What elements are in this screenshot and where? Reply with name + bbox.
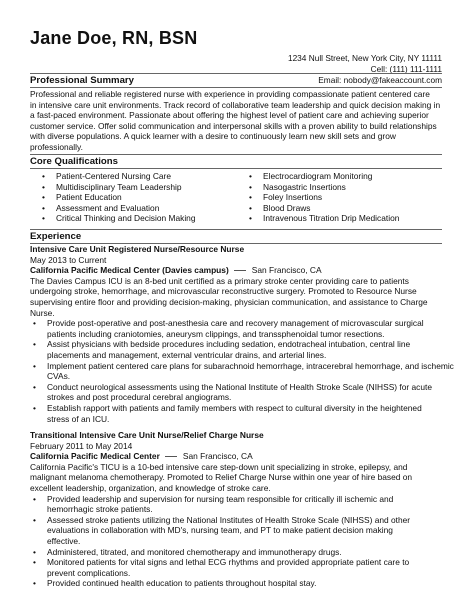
employer-line [30,265,450,276]
cell-line: Cell: (111) 111-1111 [370,64,442,74]
section-divider [30,73,442,74]
job-location: San Francisco, CA [182,451,253,462]
summary-line: professionally. [30,141,83,152]
job-dates: May 2013 to Current [30,254,107,265]
job-bullet-list [30,494,450,589]
job-bullet [30,382,450,403]
bullet-line: effective. [47,535,81,546]
bullet-line: hemorrhagic stroke patients. [47,504,153,515]
bullet-line: • Assessed stroke patients utilizing the National Institutes of Health Stroke Scale (NIHSS) and other [47,514,411,525]
employer-name: California Pacific Medical Center [30,451,160,462]
job-bullet [30,494,450,515]
qualification-item: • Assessment and Evaluation [42,203,196,214]
bullet-line: evaluations in collaboration with MD's, nursing team, and PT to make patient decision making [47,525,393,536]
job-title: Intensive Care Unit Registered Nurse/Resource Nurse [30,244,245,254]
address-line: 1234 Null Street, New York City, NY 11111 [287,53,442,63]
summary-heading: Professional Summary [30,75,134,86]
job-bullet-list [30,318,454,424]
summary-line: customer service. Offer solid communication and interpersonal skills with a proven ability to build relationships [30,120,437,131]
bullet-line: • Provided continued health education to patients throughout hospital stay. [47,578,317,589]
summary-text [30,89,445,153]
qualification-item: • Blood Draws [249,203,399,214]
job-entry [30,430,450,589]
job-bullet [30,360,454,382]
job-dates: February 2011 to May 2014 [30,440,133,451]
bullet-line: • Implement patient centered care plans for subarachnoid hemorrhage, intracerebral hemorrhage, and ischemic [47,360,454,371]
description-line: supervising entire floor and providing decision-making, physician communication, and assistance to Charge [30,296,428,307]
contact-info [288,53,442,86]
bullet-line: patients including craniotomies, aneurysm clippings, and transsphenoidal tumor resections. [47,328,385,339]
bullet-line: • Monitored patients for vital signs and lethal ECG rhythms and provided appropriate patient care to [47,557,410,568]
summary-line: Professional and reliable registered nurse with experience in providing compassionate patient centered care [30,89,430,99]
qualification-item: • Patient-Centered Nursing Care [42,171,196,182]
job-bullet [30,339,450,360]
summary-line: in intensive care unit environments. Track record of collaborative team leadership and quick decision making in [30,99,441,110]
job-description [30,462,450,494]
separator-dash [165,456,177,457]
separator-dash [234,270,246,271]
job-bullet [30,318,450,339]
section-divider [30,154,442,155]
bullet-line: stress of an ICU. [47,413,110,424]
qualifications-heading: Core Qualifications [30,156,118,167]
section-divider [30,87,442,88]
section-divider [30,168,442,169]
bullet-line: • Conduct neurological assessments using the National Institute of Health Stroke Scale (NIHSS) for acute [47,381,432,392]
bullet-line: • Administered, titrated, and monitored chemotherapy and immunotherapy drugs. [47,546,342,557]
description-line: Nurse. [30,307,55,318]
job-bullet [30,515,450,547]
employer-name: California Pacific Medical Center (Davies campus) [30,265,229,276]
job-bullet [30,403,450,424]
summary-line: with diverse populations. A quick learner with a desire to continuously learn new skill sets and grow [30,131,396,142]
job-bullet [30,578,450,589]
job-bullet [30,547,450,558]
description-line: California Pacific's TICU is a 10-bed intensive care step-down unit specializing in stroke, epilepsy, and [30,461,408,472]
bullet-line: placements and management, external ventricular drains, and arterial lines. [47,349,327,360]
job-bullet [30,557,450,578]
candidate-name: Jane Doe, RN, BSN [30,28,198,48]
employer-line [30,451,450,462]
qualification-item: • Foley Insertions [249,192,399,203]
description-line: undergoing stroke, hemorrhage, and microvascular reconstructive surgery. Promoted to Resource Nurse [30,286,417,297]
job-title: Transitional Intensive Care Unit Nurse/Relief Charge Nurse [30,430,264,440]
bullet-line: prevent complications. [47,567,131,578]
section-divider [30,229,442,230]
qualification-item: • Intravenous Titration Drip Medication [249,213,399,224]
description-line: The Davies Campus ICU is an 8-bed unit certified as a primary stroke center providing care to patients [30,275,409,286]
qualification-item: • Critical Thinking and Decision Making [42,213,196,224]
qualification-item: • Electrocardiogram Monitoring [249,171,399,182]
qualifications-left-column [42,171,196,224]
bullet-line: • Assist physicians with bedside procedures including sedation, endotracheal intubation, central line [47,339,411,350]
bullet-line: CVAs. [47,371,71,382]
job-location: San Francisco, CA [251,265,322,276]
bullet-line: • Provided leadership and supervision for nursing team responsible for critically ill ischemic and [47,493,394,504]
bullet-line: strokes and post procedural cerebral angiograms. [47,392,232,403]
qualifications-right-column [249,171,399,224]
summary-line: a fast-paced environment. Passionate about offering the highest level of patient care and achieving superior [30,110,429,121]
qualification-item: • Multidisciplinary Team Leadership [42,182,196,193]
bullet-line: • Provide post-operative and post-anesthesia care and recovery management of microvascular surgical [47,318,424,329]
email-line: Email: nobody@fakeaccount.com [318,75,442,85]
job-entry [30,244,454,424]
qualification-item: • Nasogastric Insertions [249,182,399,193]
job-description [30,276,450,318]
description-line: excellent leadership, organization, and knowledge of stroke care. [30,482,271,493]
qualification-item: • Patient Education [42,192,196,203]
experience-heading: Experience [30,231,82,242]
bullet-line: • Establish rapport with patients and family members with respect to cultural diversity in the heightened [47,402,422,413]
description-line: malignant melanoma chemotherapy. Promoted to Relief Charge Nurse within one year of hire based on [30,472,413,483]
